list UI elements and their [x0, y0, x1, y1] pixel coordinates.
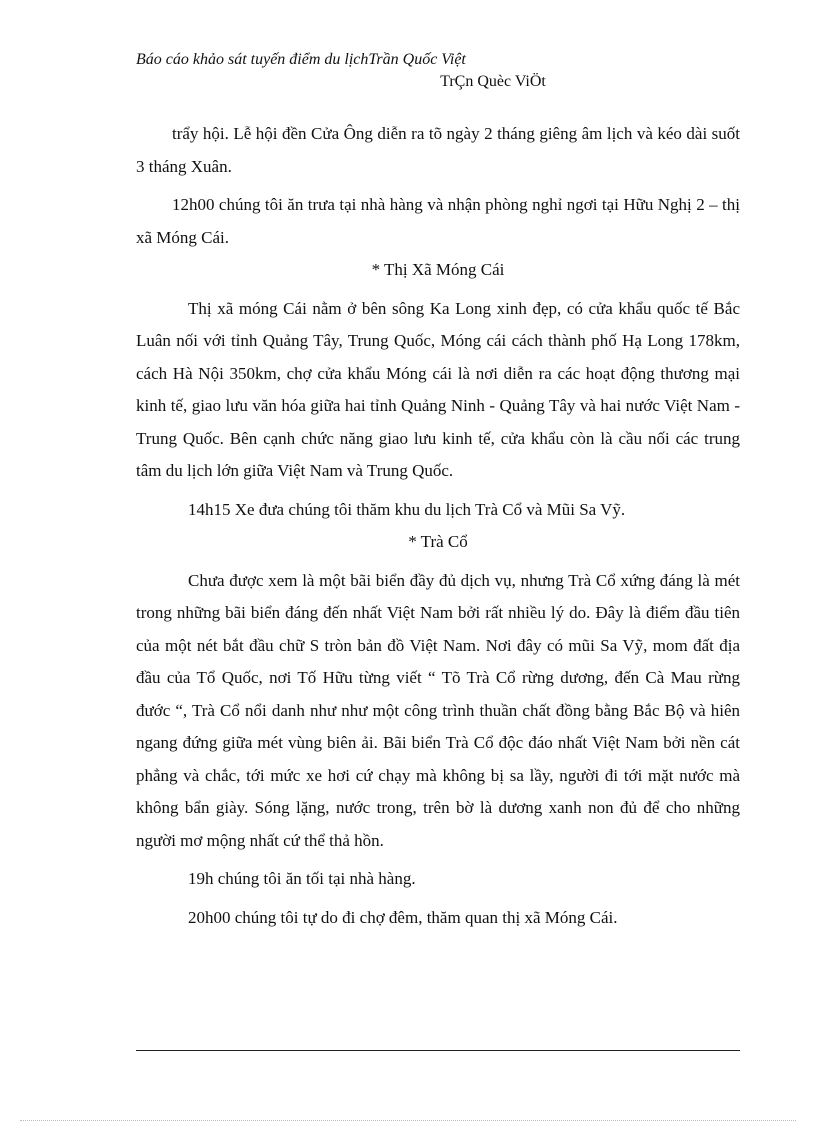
heading-tra-co: * Trà Cổ: [408, 532, 468, 551]
paragraph-mong-cai: Thị xã móng Cái nằm ở bên sông Ka Long xinh đẹp, có cửa khẩu quốc tế Bắc Luân nối với tỉnh Quảng Tây, Trung Quốc, Móng cái cách thành phố Hạ Long 178km, cách Hà Nội 350km, chợ cửa khẩu Móng cái là nơi diễn ra các hoạt động thương mại kinh tế, giao lưu văn hóa giữa hai tỉnh Quảng Ninh - Quảng Tây và hai nước Việt Nam - Trung Quốc. Bên cạnh chức năng giao lưu kinh tế, cửa khẩu còn là cầu nối các trung tâm du lịch lớn giữa Việt Nam và Trung Quốc.: [136, 298, 740, 480]
header-title: Báo cáo khảo sát tuyến điểm du lịchTrần Quốc Việt: [136, 51, 466, 68]
page-edge-dots: [20, 1120, 796, 1121]
paragraph-lunch: 12h00 chúng tôi ăn trưa tại nhà hàng và nhận phòng nghỉ ngơi tại Hữu Nghị 2 – thị xã Móng Cái.: [136, 195, 740, 247]
heading-mong-cai: * Thị Xã Móng Cái: [371, 260, 505, 279]
footer-rule: [136, 1050, 740, 1051]
paragraph-tra-co: Chưa được xem là một bãi biển đầy đủ dịch vụ, nhưng Trà Cổ xứng đáng là mét trong những bãi biển đáng đến nhất Việt Nam bởi rất nhiều lý do. Đây là điểm đầu tiên của một nét bắt đầu chữ S tròn bản đồ Việt Nam. Nơi đây có mũi Sa Vỹ, mom đất địa đầu của Tổ Quốc, nơi Tố Hữu từng viết “ Tõ Trà Cổ rừng dương, đến Cà Mau rừng đước “, Trà Cổ nổi danh như như một công trình thuần chất đồng bằng Bắc Bộ và hiên ngang đứng giữa mét vùng biên ải. Bãi biển Trà Cổ độc đáo nhất Việt Nam bởi nền cát phẳng và chắc, tới mức xe hơi cứ chạy mà không bị sa lầy, người đi tới mặt nước mà không bẩn giày. Sóng lặng, nước trong, trên bờ là dương xanh non đủ để cho những người mơ mộng nhất cứ thể thả hồn.: [136, 570, 740, 850]
document-body: [136, 118, 740, 934]
paragraph-night-market: 20h00 chúng tôi tự do đi chợ đêm, thăm quan thị xã Móng Cái.: [188, 907, 618, 927]
header-author: TrÇn Quèc ViÖt: [440, 73, 546, 90]
paragraph-dinner: 19h chúng tôi ăn tối tại nhà hàng.: [188, 869, 416, 888]
paragraph-tra-co-trip: 14h15 Xe đưa chúng tôi thăm khu du lịch Trà Cổ và Mũi Sa Vỹ.: [188, 499, 626, 519]
paragraph-festival: trẩy hội. Lễ hội đền Cửa Ông diễn ra tõ ngày 2 tháng giêng âm lịch và kéo dài suốt 3 tháng Xuân.: [136, 124, 740, 176]
page-header: [136, 50, 740, 92]
